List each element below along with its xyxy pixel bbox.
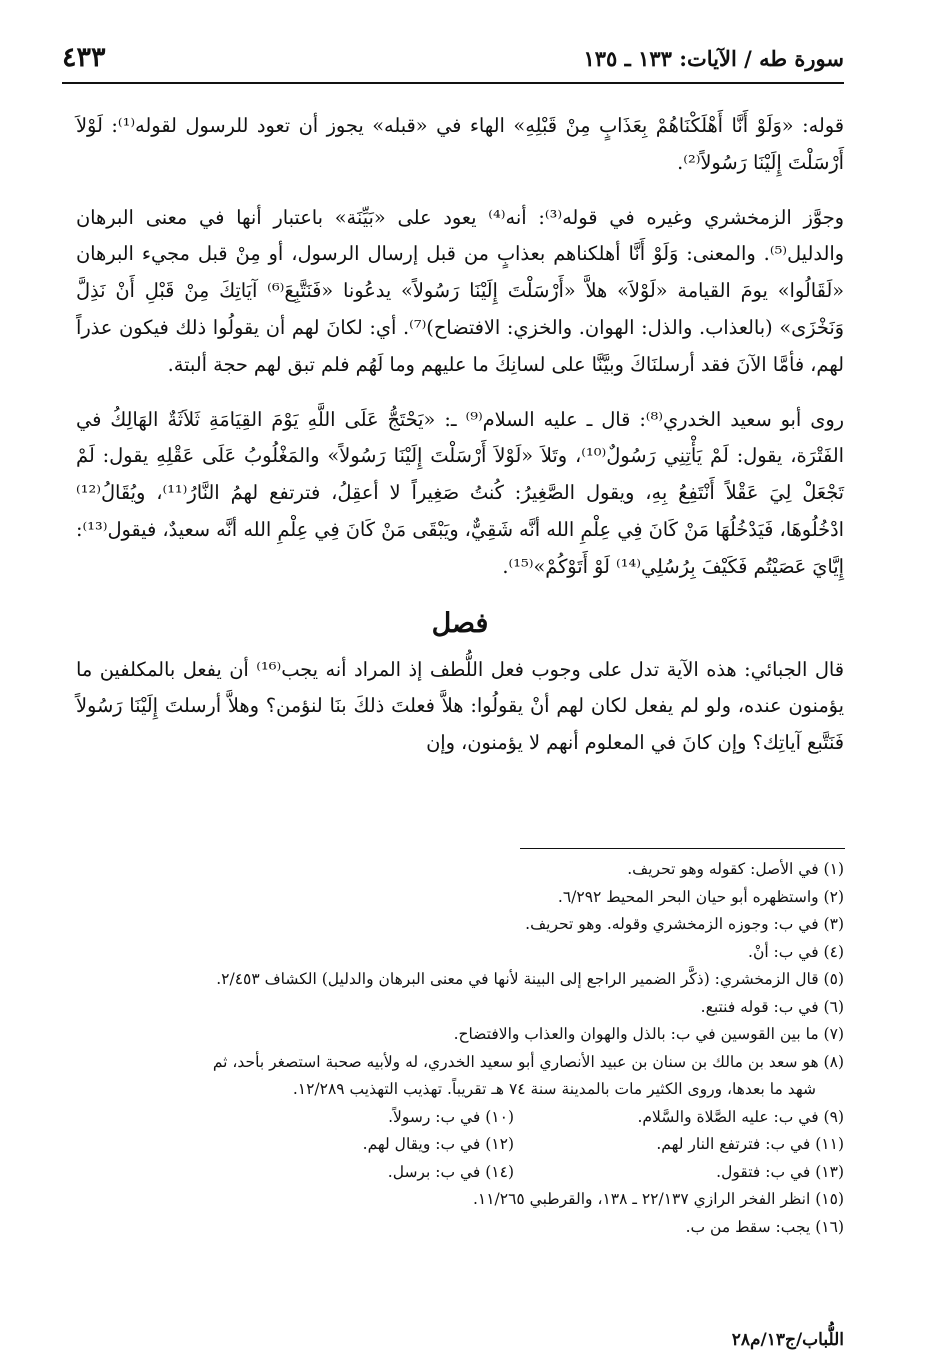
section-heading: فصل xyxy=(431,607,489,639)
page-number: ٤٣٣ xyxy=(62,42,106,73)
footnote: (١٦) يجب: سقط من ب. xyxy=(685,1217,844,1236)
footnote: (١٥) انظر الفخر الرازي ٢٢/١٣٧ ـ ١٣٨، والقرطبي ١١/٢٦٥. xyxy=(472,1190,844,1208)
footnotes xyxy=(80,856,844,1241)
footnote: (٢) واستظهره أبو حيان البحر المحيط ٦/٢٩٢. xyxy=(557,887,844,906)
footnote: (٧) ما بين القوسين في ب: بالذل والهوان والعذاب والافتضاح. xyxy=(453,1025,844,1043)
footnote-rule xyxy=(520,848,845,849)
footnote: (١٣) في ب: فتقول. xyxy=(716,1162,844,1181)
footnote: (٦) في ب: قوله فنتبع. xyxy=(700,997,844,1016)
footnote: (١٠) في ب: رسولاً. xyxy=(388,1107,514,1126)
footnote: (١٢) في ب: ويقال لهم. xyxy=(362,1135,514,1153)
footnote-row xyxy=(80,1131,844,1159)
footnote: (٩) في ب: عليه الصَّلاة والسَّلام. xyxy=(637,1107,844,1126)
footnote-continuation: شهد ما بعدها، وروى الكثير مات بالمدينة سنة ٧٤ هـ تقريباً. تهذيب التهذيب ١٢/٢٨٩. xyxy=(292,1080,816,1098)
paragraph: قوله: «وَلَوْ أَنَّا أَهْلَكْنَاهُمْ بِعَذَابٍ مِنْ قَبْلِهِ» الهاء في «قبله» يجوز أن تعود للرسول لقوله⁽¹⁾: لَوْلاَ أَرْسَلْتَ إِلَيْنَا رَسُولاً⁽²⁾. xyxy=(76,114,844,174)
running-header xyxy=(62,40,844,84)
footnote: (١) في الأصل: كقوله وهو تحريف. xyxy=(627,860,844,878)
main-text xyxy=(76,108,844,762)
header-rule xyxy=(62,82,844,84)
footnote: (٤) في ب: أنْ. xyxy=(748,942,844,961)
signature-mark: اللُّباب/ج١٣/م٢٨ xyxy=(731,1330,844,1350)
paragraph: قال الجبائي: هذه الآية تدل على وجوب فعل اللُّطف إذ المراد أنه يجب⁽¹⁶⁾ أن يفعل بالمكلفين ما يؤمنون عنده، ولو لم يفعل لكان لهم أنْ يقولُوا: هلاَّ فعلتَ ذلكَ بنَا لنؤمن؟ وهلاَّ أرسلتَ إِلَيْنَا رَسُولاً فَنَتَّبع آياتِك؟ وإن كانَ في المعلوم أنهم لا يؤمنون، وإن xyxy=(76,657,844,755)
paragraph: وجوَّز الزمخشري وغيره في قوله⁽³⁾: أنه⁽⁴⁾ يعود على «بَيِّنَة» باعتبار أنها في معنى البرهان والدليل⁽⁵⁾. والمعنى: وَلَوْ أَنَّا أهلكناهم بعذابٍ من قبل إرسال الرسول، أو مِنْ قبل مجيء البرهان «لَقَالُوا» يومَ القيامة «لَوْلاَ» هلاَّ «أَرْسَلْتَ إِلَيْنَا رَسُولاً» يدعُونا «فَنَتَّبِعَ⁽⁶⁾ آيَاتِكَ مِنْ قَبْلِ أَنْ نَذِلَّ وَنَخْزَى» (بالعذاب. والذل: الهوان. والخزي: الافتضاح)⁽⁷⁾. أي: لكانَ لهم أن يقولُوا ذلك فيكون عذراً لهم، فأمَّا الآنَ فقد أرسلنَاكَ وبيَّنَّا على لسانِكَ ما عليهم وما لَهُم فلم تبق لهم حجة ألبتة. xyxy=(76,205,844,376)
footnote: (٣) في ب: وجوزه الزمخشري وقوله. وهو تحريف. xyxy=(525,915,844,933)
footnote: (٥) قال الزمخشري: (ذكَّر الضمير الراجع إلى البينة لأنها في معنى البرهان والدليل) الكشاف ٢/٤٥٣. xyxy=(216,970,844,988)
header-title: سورة طه / الآيات: ١٣٣ ـ ١٣٥ xyxy=(583,46,844,71)
footnote: (١١) في ب: فترتفع النار لهم. xyxy=(656,1135,844,1153)
footnote: (١٤) في ب: برسل. xyxy=(387,1162,514,1181)
footnote: (٨) هو سعد بن مالك بن سنان بن عبيد الأنصاري أبو سعيد الخدري، له ولأبيه صحبة استصغر بأحد، ثم xyxy=(212,1052,844,1071)
footnote-row xyxy=(80,1159,844,1187)
footnote-row xyxy=(80,1104,844,1132)
paragraph: روى أبو سعيد الخدري⁽⁸⁾: قال ـ عليه السلام⁽⁹⁾ ـ: «يَحْتَجُّ عَلَى اللَّهِ يَوْمَ القِيَامَةِ ثَلاَثَةٌ الهَالِكُ في الفَتْرَة، يقول: لَمْ يَأْتِنِي رَسُولٌ⁽¹⁰⁾، وتَلاَ «لَوْلاَ أَرْسَلْتَ إِلَيْنَا رَسُولاً» والمَغْلُوبُ عَلَى عَقْلِهِ يقول: لَمْ تَجْعَلْ لِيَ عَقْلاً أَنْتَفِعُ بِهِ، ويقول الصَّغِيرُ: كُنتُ صَغِيراً لا أعقِلُ، فترتفع لهمُ النَّارُ⁽¹¹⁾، ويُقَالُ⁽¹²⁾ ادْخُلُوهَا، فَيَدْخُلُهَا مَنْ كَانَ فِي عِلْمِ الله أنَّه شَقِيٌّ، ويَبْقَى مَنْ كَانَ فِي عِلْمِ الله أنَّه سعيدٌ، فيقول⁽¹³⁾: إِيَّايَ عَصَيْتُم فَكَيْفَ بِرُسُلِي⁽¹⁴⁾ لَوْ أَتَوْكُمْ»⁽¹⁵⁾. xyxy=(76,407,845,578)
